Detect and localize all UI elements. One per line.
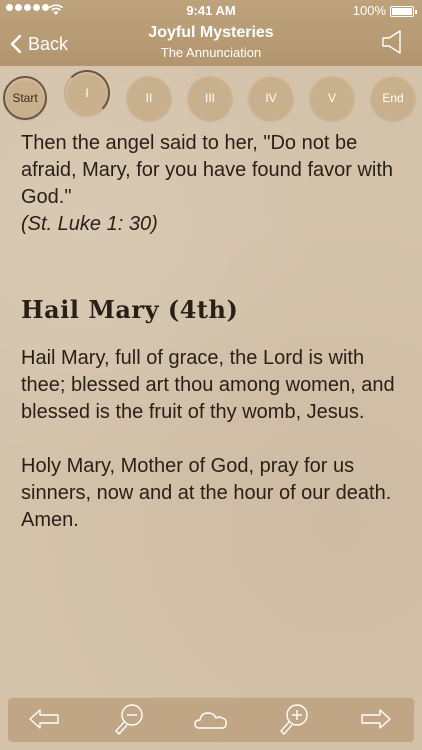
prayer-paragraph-2: Holy Mary, Mother of God, pray for us sinners, now and at the hour of our death. Amen. <box>21 455 392 531</box>
bead-decade-1-label: I <box>85 86 89 100</box>
bead-end[interactable] <box>370 75 416 121</box>
prayer-title: Hail Mary (4th) <box>21 295 239 324</box>
bead-decade-5-label: V <box>327 91 336 105</box>
bottom-toolbar <box>8 697 414 742</box>
bead-decade-3[interactable] <box>187 75 233 121</box>
battery-percent: 100% <box>352 3 386 18</box>
next-button[interactable] <box>358 701 394 737</box>
bead-decade-3-label: III <box>204 91 215 105</box>
previous-button[interactable] <box>26 701 62 737</box>
bead-decade-5[interactable] <box>309 75 355 121</box>
prayer-content <box>21 130 406 534</box>
navigation-bar <box>0 0 422 66</box>
cloud-icon <box>193 701 229 737</box>
bead-start[interactable] <box>3 76 47 120</box>
prayer-paragraph-1: Hail Mary, full of grace, the Lord is with thee; blessed art thou among women, and blessed is the fruit of thy womb, Jesus. <box>21 347 395 423</box>
decade-bead-strip <box>0 66 422 132</box>
back-label: Back <box>28 33 69 54</box>
scripture-verse: Then the angel said to her, "Do not be afraid, Mary, for you have found favor with God." <box>21 132 394 208</box>
page-title: Joyful Mysteries <box>148 24 274 41</box>
bead-decade-4[interactable] <box>248 75 294 121</box>
zoom-out-icon <box>111 701 147 737</box>
zoom-in-icon <box>276 701 312 737</box>
scripture-citation: (St. Luke 1: 30) <box>21 213 158 235</box>
bead-start-label: Start <box>12 91 38 105</box>
zoom-in-button[interactable] <box>276 701 312 737</box>
bead-decade-2-label: II <box>145 91 153 105</box>
zoom-out-button[interactable] <box>111 701 147 737</box>
page-subtitle: The Annunciation <box>160 45 262 60</box>
speaker-icon[interactable] <box>380 28 406 56</box>
status-bar <box>0 0 422 22</box>
bead-decade-2[interactable] <box>126 75 172 121</box>
arrow-right-icon <box>358 701 394 737</box>
nav-title <box>0 24 422 60</box>
cloud-button[interactable] <box>193 701 229 737</box>
battery-icon <box>390 6 414 17</box>
status-time: 9:41 AM <box>186 3 236 18</box>
bead-decade-4-label: IV <box>265 91 277 105</box>
bead-end-label: End <box>382 91 404 105</box>
bead-decade-1[interactable] <box>64 70 110 116</box>
arrow-left-icon <box>26 701 62 737</box>
